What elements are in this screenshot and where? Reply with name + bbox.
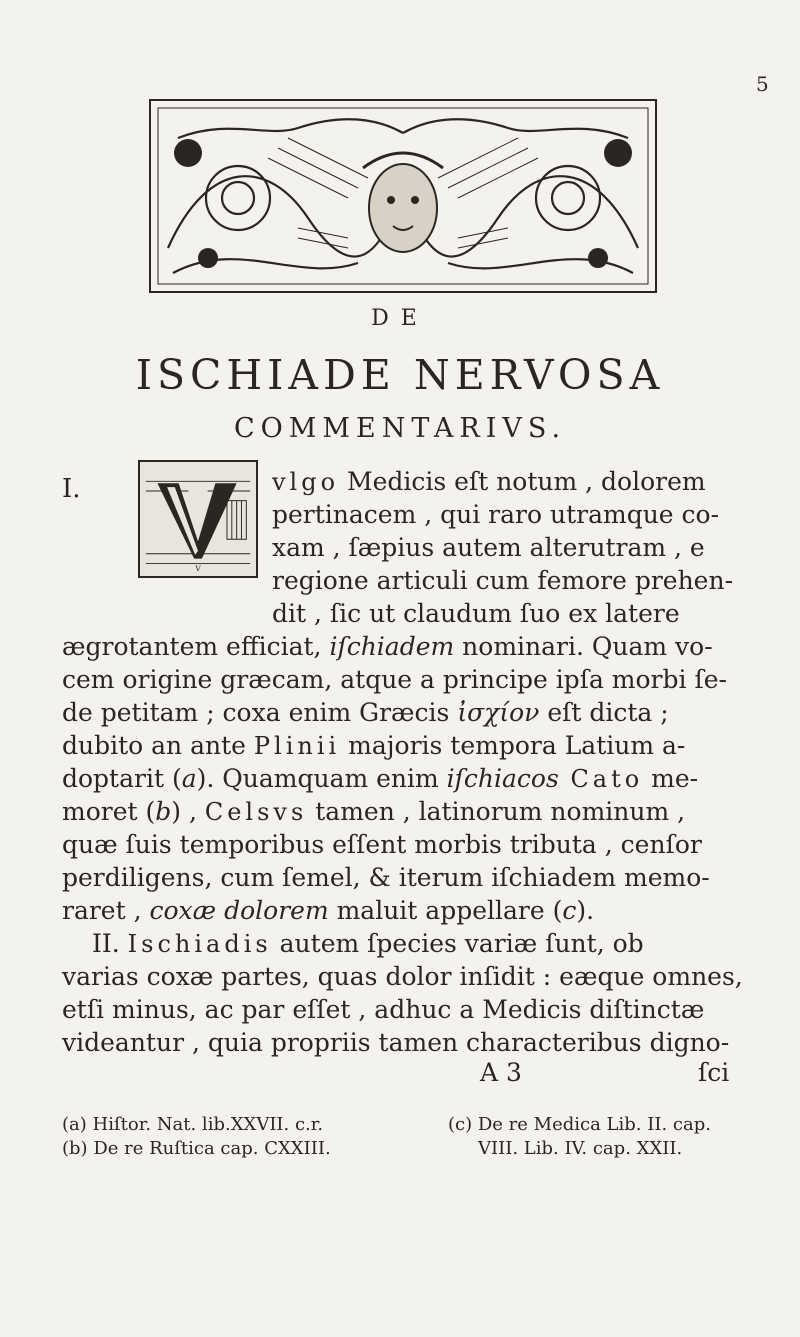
page-number: 5	[756, 72, 769, 96]
footnote: (a) Hiſtor. Nat. lib.XXVII. c.r.	[62, 1114, 324, 1135]
text-line: dubito an ante Plinii majoris tempora Latium a-	[62, 731, 686, 760]
footnote: (c) De re Medica Lib. II. cap.	[448, 1114, 711, 1135]
text-line: videantur , quia propriis tamen characteribus digno-	[62, 1028, 730, 1057]
text-line: perdiligens, cum ſemel, & iterum iſchiadem memo-	[62, 863, 710, 892]
text-line: doptarit (a). Quamquam enim iſchiacos Cato me-	[62, 764, 699, 793]
decorated-initial-v	[138, 460, 258, 578]
text-line: II. Ischiadis autem ſpecies variæ ſunt, ob	[92, 929, 644, 958]
title-de: DE	[371, 306, 429, 331]
main-title: ISCHIADE NERVOSA	[135, 351, 665, 399]
text-line: varias coxæ partes, quas dolor inſidit : eæque omnes,	[62, 962, 743, 991]
svg-text:V: V	[195, 564, 201, 574]
text-line: regione articuli cum femore prehen-	[272, 566, 734, 595]
catchword: ſci	[698, 1058, 730, 1087]
footnote: (b) De re Ruſtica cap. CXXIII.	[62, 1138, 331, 1159]
decorative-headpiece	[148, 98, 658, 294]
text-line: raret , coxæ dolorem maluit appellare (c).	[62, 896, 595, 925]
text-line: etſi minus, ac par eſſet , adhuc a Medicis diſtinctæ	[62, 995, 705, 1024]
text-line: cem origine græcam, atque a principe ipſa morbi ſe-	[62, 665, 727, 694]
section-number: I.	[62, 474, 81, 504]
text-line: xam , ſæpius autem alterutram , e	[272, 533, 705, 562]
footnote: VIII. Lib. IV. cap. XXII.	[478, 1138, 683, 1159]
text-line: pertinacem , qui raro utramque co-	[272, 500, 720, 529]
text-line: dit , ſic ut claudum ſuo ex latere	[272, 599, 680, 628]
text-line: de petitam ; coxa enim Græcis ἰσχίον eſt dicta ;	[62, 698, 669, 727]
signature-mark: A 3	[480, 1058, 522, 1087]
text-line: moret (b) , Celsvs tamen , latinorum nominum ,	[62, 797, 686, 826]
subtitle: COMMENTARIVS.	[233, 413, 567, 444]
text-line: vlgo Medicis eſt notum , dolorem	[272, 467, 706, 496]
text-line: ægrotantem efficiat, iſchiadem nominari. Quam vo-	[62, 632, 713, 661]
text-line: quæ ſuis temporibus eſſent morbis tributa , cenſor	[62, 830, 702, 859]
